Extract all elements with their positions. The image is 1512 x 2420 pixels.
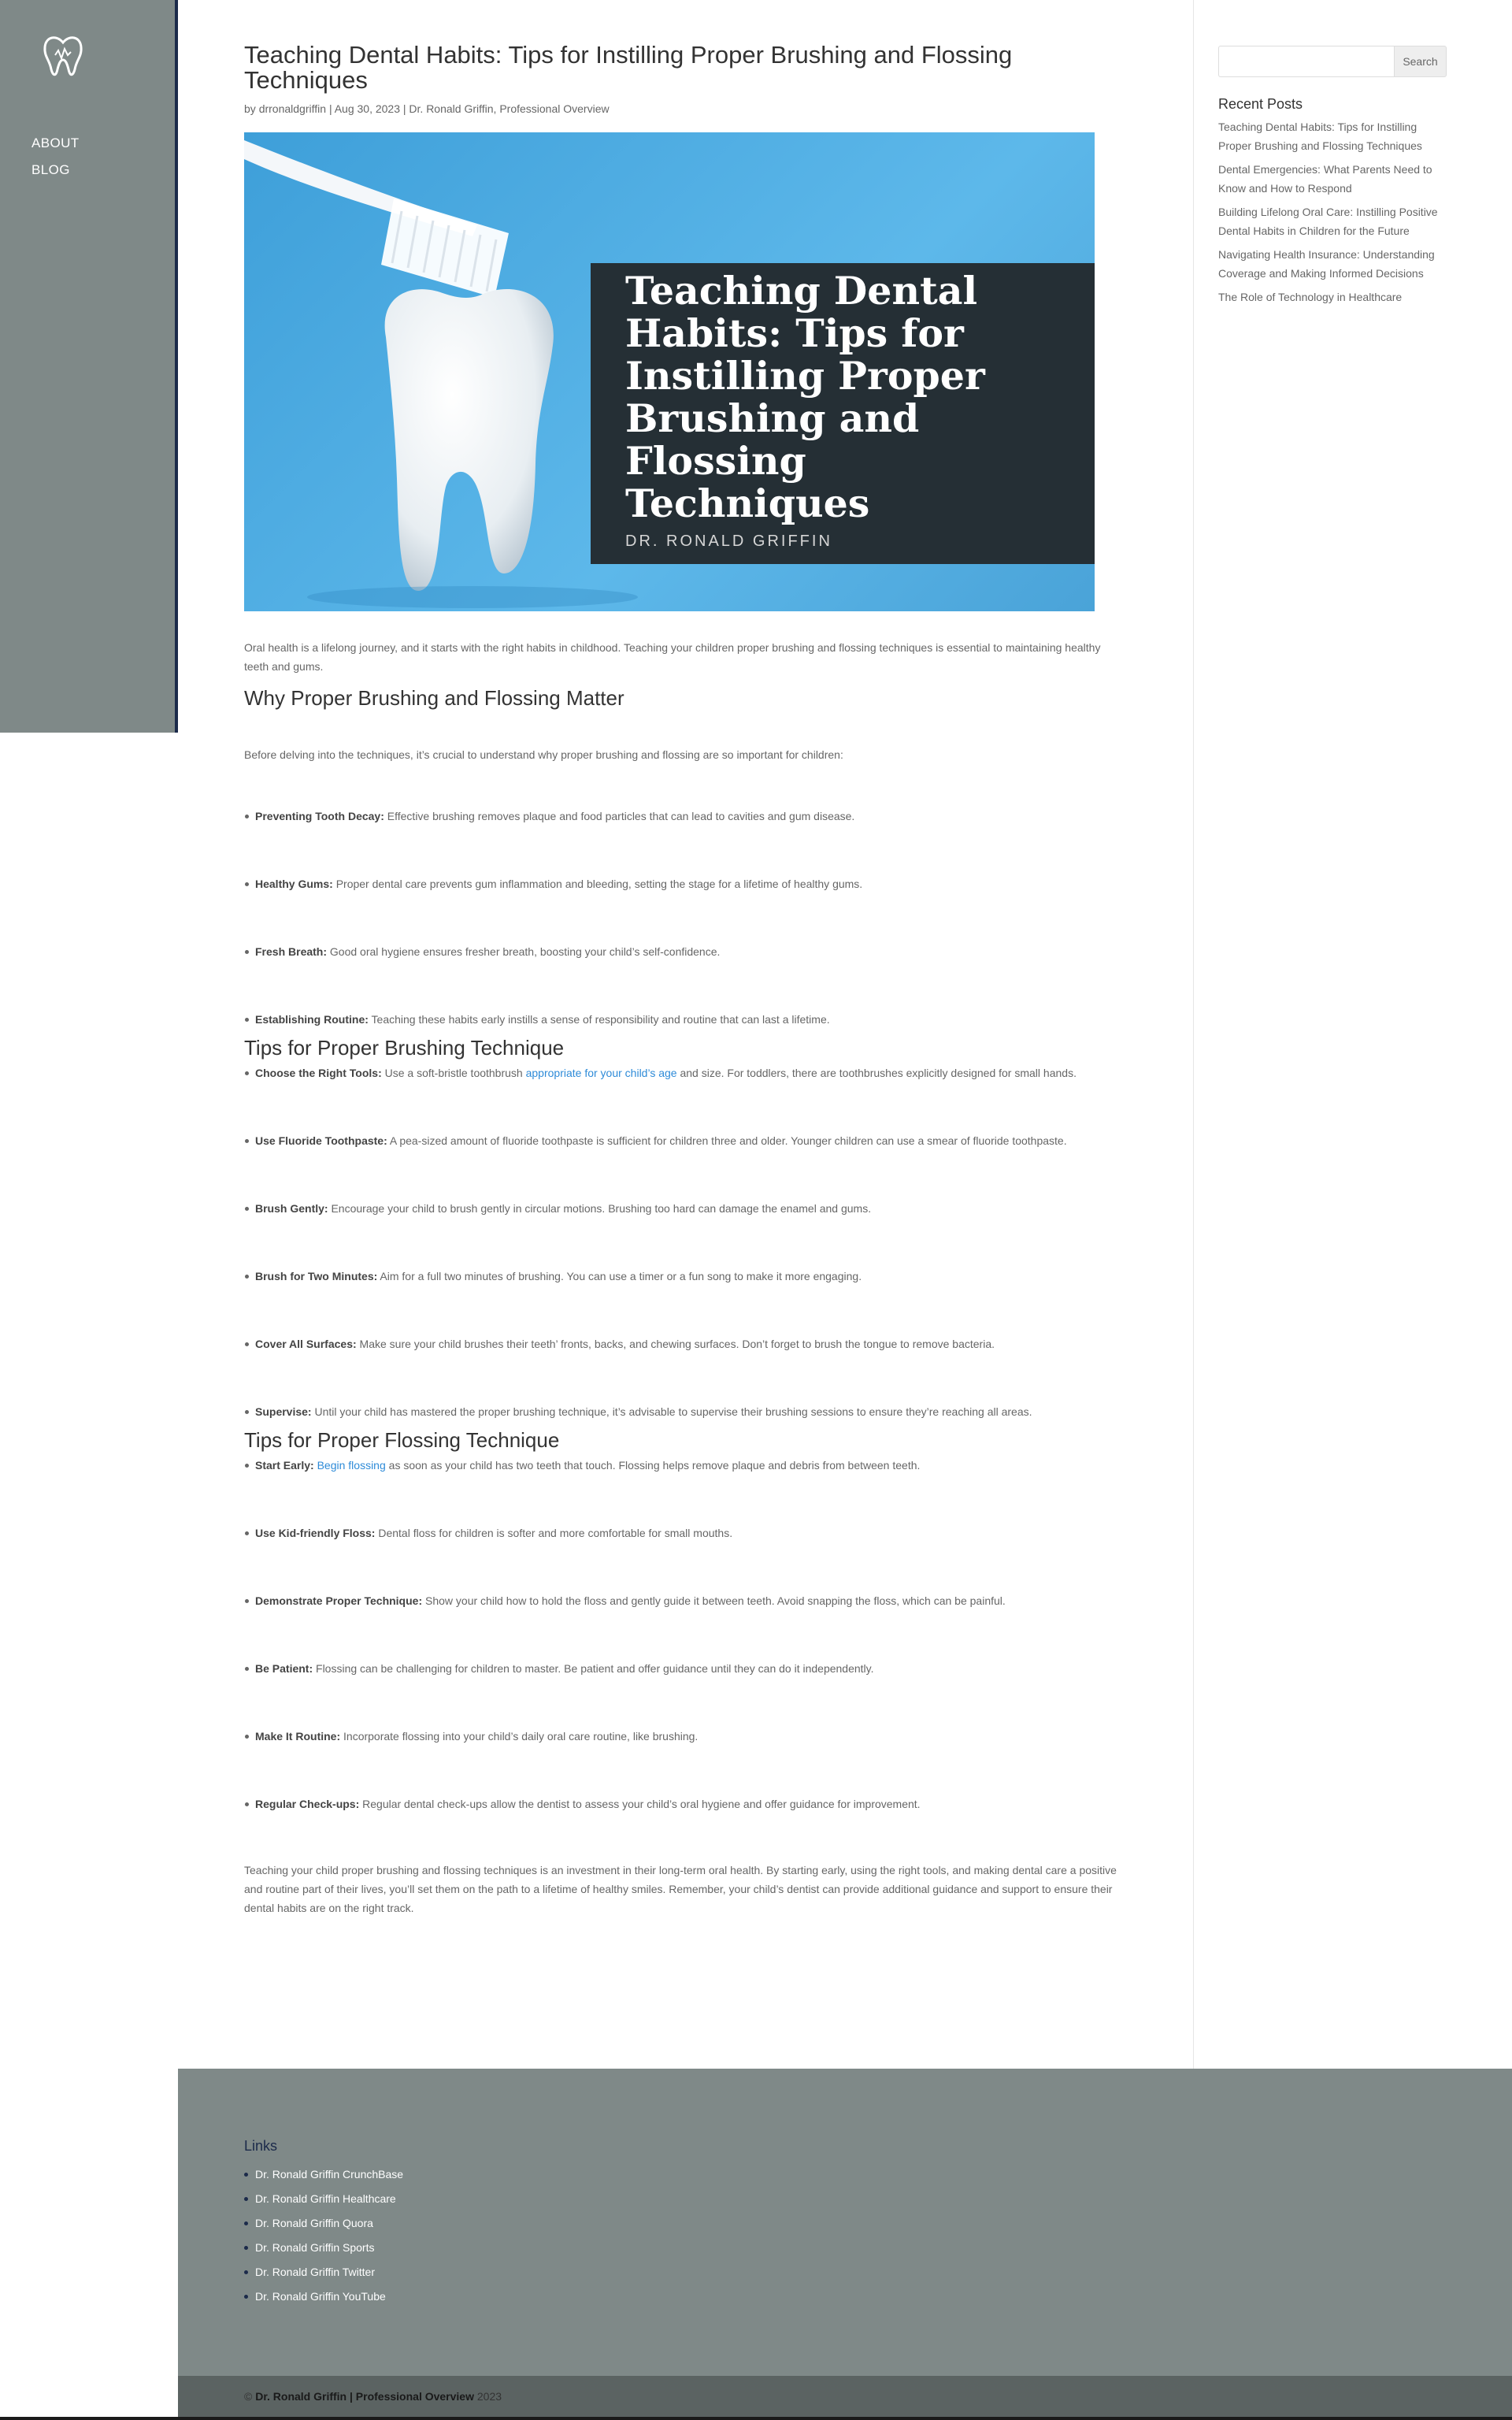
list-item-text: Use a soft-bristle toothbrush — [381, 1067, 526, 1079]
list-item-text: Good oral hygiene ensures fresher breath, boosting your child’s self-confidence. — [327, 945, 721, 958]
category-link[interactable]: Professional Overview — [499, 102, 610, 115]
category-link[interactable]: Dr. Ronald Griffin — [409, 102, 494, 115]
list-item-text: Until your child has mastered the proper brushing technique, it’s advisable to supervise their brushing sessions to ensure they’re reaching all areas. — [311, 1405, 1032, 1418]
why-lead-paragraph: Before delving into the techniques, it’s crucial to understand why proper brushing and flossing are so important for children: — [244, 748, 843, 761]
recent-post-link[interactable]: Dental Emergencies: What Parents Need to Know and How to Respond — [1218, 163, 1432, 195]
list-item — [255, 807, 1126, 826]
list-item — [255, 874, 1126, 893]
list-item-text: Proper dental care prevents gum inflammation and bleeding, setting the stage for a lifetime of healthy gums. — [332, 878, 863, 890]
list-item-text: and size. For toddlers, there are toothbrushes explicitly designed for small hands. — [676, 1067, 1077, 1079]
list-item-text: Make sure your child brushes their teeth’ fronts, backs, and chewing surfaces. Don’t forget to brush the tongue to remove bacteria. — [356, 1338, 995, 1350]
post-meta — [244, 102, 1126, 115]
section-heading-why: Why Proper Brushing and Flossing Matter — [244, 686, 624, 710]
footer-link-item — [244, 2240, 403, 2264]
list-item-text: A pea-sized amount of fluoride toothpaste is sufficient for children three and older. Younger children can use a smear of fluoride toothpaste. — [387, 1134, 1067, 1147]
recent-posts-title: Recent Posts — [1218, 96, 1303, 112]
site-logo[interactable] — [41, 32, 85, 90]
list-item — [255, 1524, 1126, 1542]
list-item-text: Aim for a full two minutes of brushing. You can use a timer or a fun song to make it more engaging. — [377, 1270, 862, 1282]
main-menu — [32, 135, 80, 189]
list-item-text: Teaching these habits early instills a sense of responsibility and routine that can last a lifetime. — [368, 1013, 830, 1026]
blog-link[interactable]: BLOG — [32, 162, 70, 177]
list-item — [255, 1795, 1126, 1813]
list-item — [255, 1010, 1126, 1029]
recent-post-item — [1218, 202, 1447, 240]
list-item-text: Incorporate flossing into your child’s daily oral care routine, like brushing. — [340, 1730, 699, 1743]
closing-paragraph: Teaching your child proper brushing and flossing techniques is an investment in their long-term oral health. By starting early, using the right tools, and making dental care a positive and routine part of their lives, you’ll set them on the path to a lifetime of healthy smiles. Remember, your child’s dentist can provide additional guidance and support to ensure their dental habits are on the right track. — [244, 1864, 1117, 1914]
list-item — [255, 1334, 1126, 1353]
meta-by: by — [244, 102, 256, 115]
list-item-term: Be Patient: — [255, 1662, 313, 1675]
list-item-term: Establishing Routine: — [255, 1013, 369, 1026]
list-item — [255, 1402, 1126, 1421]
list-item-term: Use Kid-friendly Floss: — [255, 1527, 376, 1539]
search-form — [1218, 46, 1447, 77]
post-title: Teaching Dental Habits: Tips for Instilling Proper Brushing and Flossing Techniques — [244, 41, 1013, 94]
featured-image — [244, 132, 1095, 611]
list-item-text: Dental floss for children is softer and more comfortable for small mouths. — [375, 1527, 733, 1539]
list-item — [255, 1659, 1126, 1678]
list-item-text: Encourage your child to brush gently in circular motions. Brushing too hard can damage the enamel and gums. — [328, 1202, 872, 1215]
footer-links-list — [244, 2166, 403, 2313]
search-button[interactable]: Search — [1394, 46, 1447, 77]
begin-flossing-link[interactable]: Begin flossing — [317, 1459, 386, 1472]
menu-item-about[interactable] — [32, 135, 80, 151]
sidebar — [1218, 46, 1447, 311]
list-item — [255, 1131, 1126, 1150]
meta-separator: | — [402, 102, 406, 115]
list-item-term: Healthy Gums: — [255, 878, 333, 890]
search-input[interactable] — [1218, 46, 1394, 77]
footer-link-item — [244, 2215, 403, 2240]
recent-post-link[interactable]: Teaching Dental Habits: Tips for Instilling Proper Brushing and Flossing Techniques — [1218, 121, 1422, 152]
post-date: Aug 30, 2023 — [334, 102, 400, 115]
list-item — [255, 1267, 1126, 1286]
copyright-year: 2023 — [476, 2390, 502, 2403]
recent-post-link[interactable]: The Role of Technology in Healthcare — [1218, 291, 1403, 303]
recent-post-item — [1218, 245, 1447, 283]
footer-link-healthcare[interactable]: Dr. Ronald Griffin Healthcare — [255, 2192, 396, 2205]
hero-heading: Teaching Dental Habits: Tips for Instilling Proper Brushing and Flossing Techniques — [625, 268, 985, 526]
list-item-term: Brush Gently: — [255, 1202, 328, 1215]
intro-paragraph: Oral health is a lifelong journey, and it starts with the right habits in childhood. Teaching your children proper brushing and flossing techniques is essential to maintaining healthy teeth and gums. — [244, 641, 1101, 673]
list-item-text: Regular dental check-ups allow the dentist to assess your child’s oral hygiene and offer guidance for improvement. — [359, 1798, 921, 1810]
hero-text-panel — [591, 263, 1095, 564]
list-item-term: Preventing Tooth Decay: — [255, 810, 384, 822]
footer-link-crunchbase[interactable]: Dr. Ronald Griffin CrunchBase — [255, 2168, 404, 2181]
list-item-text: as soon as your child has two teeth that touch. Flossing helps remove plaque and debris from between teeth. — [385, 1459, 921, 1472]
hero-byline: DR. RONALD GRIFFIN — [625, 533, 832, 550]
list-item — [255, 1199, 1126, 1218]
recent-post-item — [1218, 117, 1447, 155]
footer-link-youtube[interactable]: Dr. Ronald Griffin YouTube — [255, 2290, 386, 2303]
age-appropriate-link[interactable]: appropriate for your child’s age — [525, 1067, 677, 1079]
list-item-text: Effective brushing removes plaque and food particles that can lead to cavities and gum disease. — [384, 810, 855, 822]
sidebar-divider — [1193, 0, 1194, 2069]
brushing-list — [244, 1063, 1126, 1421]
list-item — [255, 942, 1126, 961]
footer-bottom-bar — [178, 2376, 1512, 2417]
section-heading-flossing: Tips for Proper Flossing Technique — [244, 1428, 560, 1452]
footer-link-quora[interactable]: Dr. Ronald Griffin Quora — [255, 2217, 373, 2229]
section-heading-brushing: Tips for Proper Brushing Technique — [244, 1036, 565, 1060]
list-item-term: Demonstrate Proper Technique: — [255, 1594, 423, 1607]
list-item-text: Show your child how to hold the floss and gently guide it between teeth. Avoid snapping the floss, which can be painful. — [422, 1594, 1006, 1607]
footer-link-item — [244, 2264, 403, 2288]
page-bottom-edge — [0, 2417, 1512, 2420]
recent-posts-list — [1218, 117, 1447, 306]
list-item-text: Flossing can be challenging for children to master. Be patient and offer guidance until they can do it independently. — [313, 1662, 874, 1675]
footer-widgets — [178, 2069, 1512, 2376]
list-item-term: Cover All Surfaces: — [255, 1338, 357, 1350]
footer-link-item — [244, 2191, 403, 2215]
list-item-term: Supervise: — [255, 1405, 312, 1418]
meta-comma: , — [493, 102, 497, 115]
list-item-term: Choose the Right Tools: — [255, 1067, 382, 1079]
copyright-symbol: © — [244, 2390, 253, 2403]
list-item — [255, 1063, 1126, 1082]
footer-links-title: Links — [244, 2138, 278, 2154]
recent-post-item — [1218, 160, 1447, 198]
footer-link-item — [244, 2166, 403, 2191]
list-item-term: Fresh Breath: — [255, 945, 328, 958]
list-item-term: Use Fluoride Toothpaste: — [255, 1134, 387, 1147]
footer-link-sports[interactable]: Dr. Ronald Griffin Sports — [255, 2241, 375, 2254]
list-item — [255, 1727, 1126, 1746]
list-item-term: Brush for Two Minutes: — [255, 1270, 378, 1282]
about-link[interactable]: ABOUT — [32, 135, 80, 150]
why-list — [244, 807, 1126, 1029]
footer-link-twitter[interactable]: Dr. Ronald Griffin Twitter — [255, 2266, 375, 2278]
tooth-logo-icon — [41, 32, 85, 90]
meta-separator: | — [328, 102, 332, 115]
menu-item-blog[interactable] — [32, 162, 80, 178]
copyright-text — [244, 2390, 502, 2403]
article — [244, 43, 1126, 1917]
recent-post-link[interactable]: Navigating Health Insurance: Understanding Coverage and Making Informed Decisions — [1218, 248, 1435, 280]
side-navigation — [0, 0, 178, 733]
recent-post-link[interactable]: Building Lifelong Oral Care: Instilling Positive Dental Habits in Children for the Future — [1218, 206, 1438, 237]
flossing-list — [244, 1456, 1126, 1813]
list-item-term: Make It Routine: — [255, 1730, 341, 1743]
recent-post-item — [1218, 288, 1447, 306]
list-item-term: Start Early: — [255, 1459, 314, 1472]
list-item-term: Regular Check-ups: — [255, 1798, 360, 1810]
list-item — [255, 1591, 1126, 1610]
author-link[interactable]: drronaldgriffin — [258, 102, 327, 115]
list-item — [255, 1456, 1126, 1475]
copyright-owner: Dr. Ronald Griffin | Professional Overview — [255, 2390, 474, 2403]
footer-link-item — [244, 2288, 403, 2313]
